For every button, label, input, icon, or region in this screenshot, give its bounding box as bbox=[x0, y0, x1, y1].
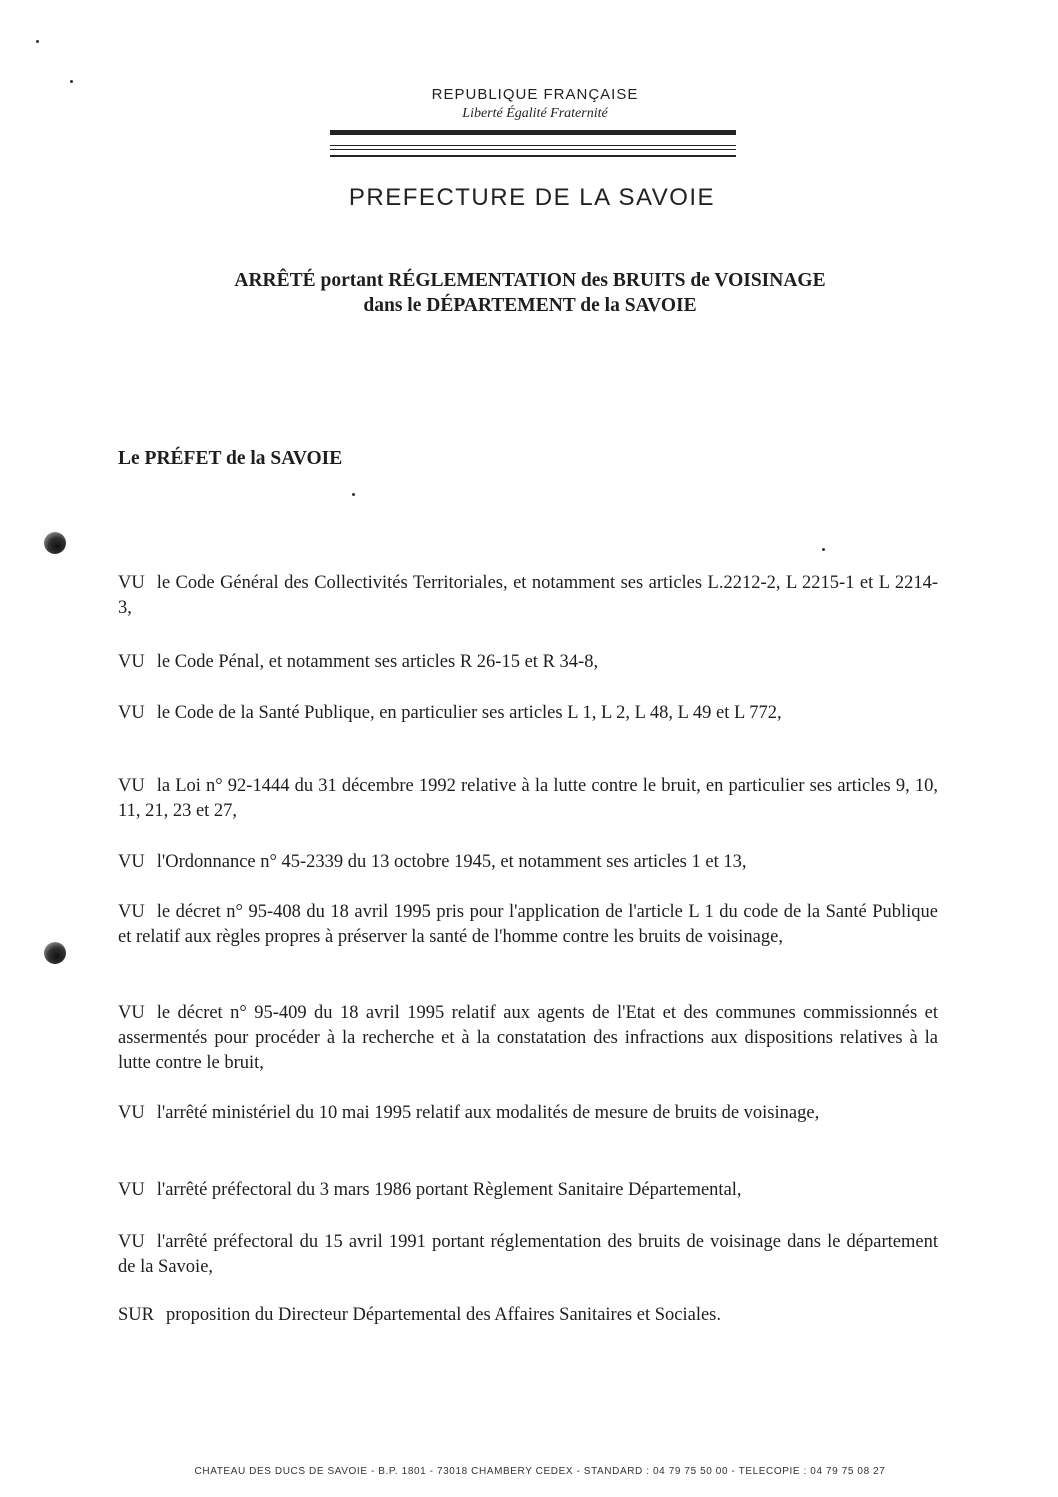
visa-key: VU bbox=[118, 1180, 145, 1200]
proposal-paragraph bbox=[118, 1303, 938, 1328]
proposal-text: proposition du Directeur Départemental des Affaires Sanitaires et Sociales. bbox=[166, 1305, 721, 1325]
visa-paragraph bbox=[118, 774, 938, 824]
republic-heading: REPUBLIQUE FRANÇAISE bbox=[431, 86, 639, 103]
visa-paragraph bbox=[118, 1178, 938, 1203]
visa-key: VU bbox=[118, 1003, 145, 1023]
visa-key: VU bbox=[118, 652, 145, 672]
scan-speck bbox=[70, 80, 73, 83]
visa-paragraph bbox=[118, 1101, 938, 1126]
visa-key: VU bbox=[118, 573, 145, 593]
punch-hole-mark bbox=[44, 942, 66, 964]
visa-paragraph bbox=[118, 701, 938, 726]
visa-key: VU bbox=[118, 703, 145, 723]
visa-text: le décret n° 95-408 du 18 avril 1995 pris pour l'application de l'article L 1 du code de la Santé Publique et relatif aux règles propres à préserver la santé de l'homme contre les bruits de voisinage, bbox=[118, 902, 938, 947]
visa-text: le décret n° 95-409 du 18 avril 1995 relatif aux agents de l'Etat et des communes commissionnés et assermentés pour procéder à la recherche et à la constatation des infractions aux dispositions relatives à la lutte contre le bruit, bbox=[118, 1003, 938, 1073]
header-rule bbox=[330, 130, 736, 135]
punch-hole-mark bbox=[44, 532, 66, 554]
scan-speck bbox=[822, 548, 825, 551]
prefet-heading: Le PRÉFET de la SAVOIE bbox=[118, 448, 343, 469]
republic-motto: Liberté Égalité Fraternité bbox=[462, 106, 608, 121]
visa-text: la Loi n° 92-1444 du 31 décembre 1992 relative à la lutte contre le bruit, en particulier ses articles 9, 10, 11, 21, 23 et 27, bbox=[118, 776, 938, 821]
scan-speck bbox=[36, 40, 39, 43]
visa-paragraph bbox=[118, 900, 938, 950]
visa-text: l'Ordonnance n° 45-2339 du 13 octobre 1945, et notamment ses articles 1 et 13, bbox=[156, 852, 747, 872]
visa-text: l'arrêté ministériel du 10 mai 1995 relatif aux modalités de mesure de bruits de voisinage, bbox=[156, 1103, 820, 1123]
visa-text: le Code de la Santé Publique, en particulier ses articles L 1, L 2, L 48, L 49 et L 772, bbox=[156, 703, 782, 723]
visa-key: VU bbox=[118, 902, 145, 922]
document-title bbox=[130, 268, 930, 318]
visa-paragraph bbox=[118, 650, 938, 675]
visa-paragraph bbox=[118, 1001, 938, 1076]
visa-paragraph bbox=[118, 571, 938, 621]
header-rule bbox=[330, 149, 736, 150]
visa-text: l'arrêté préfectoral du 3 mars 1986 portant Règlement Sanitaire Départemental, bbox=[156, 1180, 742, 1200]
scan-speck bbox=[352, 493, 355, 496]
visa-paragraph bbox=[118, 850, 938, 875]
proposal-key: SUR bbox=[118, 1305, 154, 1325]
visa-key: VU bbox=[118, 776, 145, 796]
header-rule bbox=[330, 155, 736, 157]
prefecture-heading: PREFECTURE DE LA SAVOIE bbox=[348, 184, 716, 211]
visa-key: VU bbox=[118, 1103, 145, 1123]
footer-address: CHATEAU DES DUCS DE SAVOIE - B.P. 1801 - 73018 CHAMBERY CEDEX - STANDARD : 04 79 75 50 00 - TELECOPIE : 04 79 75 08 27 bbox=[194, 1466, 886, 1477]
header-rule bbox=[330, 145, 736, 146]
visa-text: le Code Général des Collectivités Territoriales, et notamment ses articles L.2212-2, L 2215-1 et L 2214-3, bbox=[118, 573, 938, 618]
visa-key: VU bbox=[118, 852, 145, 872]
title-line-2: dans le DÉPARTEMENT de la SAVOIE bbox=[363, 295, 697, 316]
visa-paragraph bbox=[118, 1230, 938, 1280]
visa-text: l'arrêté préfectoral du 15 avril 1991 portant réglementation des bruits de voisinage dans le département de la Savoie, bbox=[118, 1232, 938, 1277]
visa-text: le Code Pénal, et notamment ses articles R 26-15 et R 34-8, bbox=[156, 652, 599, 672]
title-line-1: ARRÊTÉ portant RÉGLEMENTATION des BRUITS de VOISINAGE bbox=[234, 270, 826, 291]
visa-key: VU bbox=[118, 1232, 145, 1252]
